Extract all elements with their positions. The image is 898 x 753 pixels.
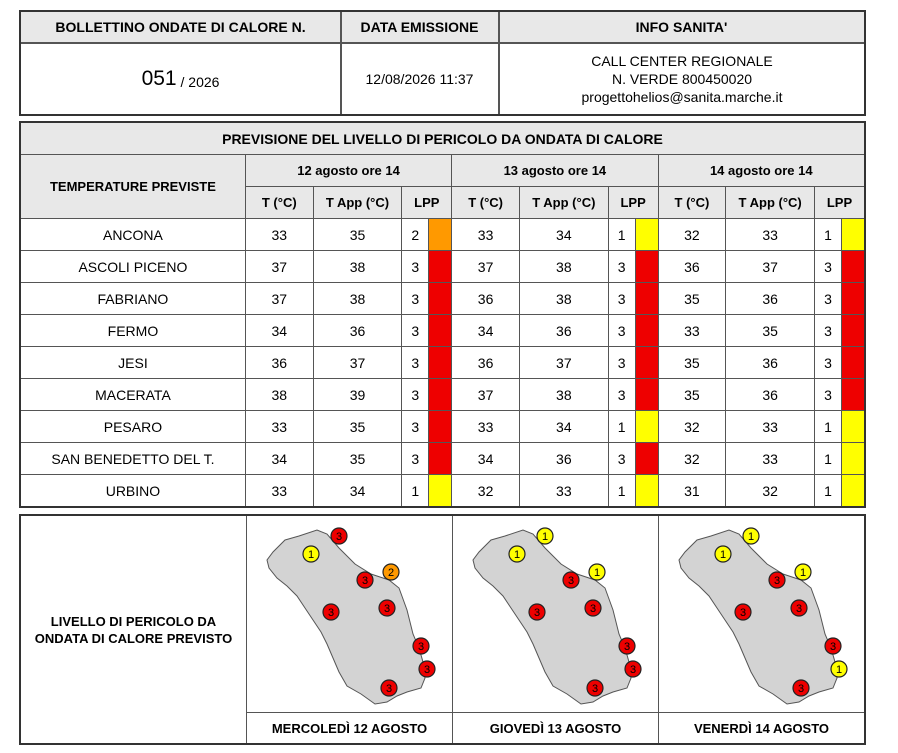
lpp-value: 3 xyxy=(815,379,842,411)
apparent-temperature: 32 xyxy=(726,475,815,508)
risk-marker-macerata xyxy=(585,600,601,616)
lpp-value: 3 xyxy=(815,283,842,315)
risk-marker-value: 3 xyxy=(383,603,391,615)
risk-marker-value: 2 xyxy=(387,567,395,579)
risk-marker-ascoli xyxy=(381,680,397,696)
apparent-temperature: 33 xyxy=(726,443,815,475)
apparent-temperature: 37 xyxy=(313,347,402,379)
risk-marker-fabriano xyxy=(735,604,751,620)
lpp-swatch xyxy=(429,347,452,379)
lpp-value: 3 xyxy=(402,315,429,347)
map-legend-line1: LIVELLO DI PERICOLO DA xyxy=(50,613,217,629)
temperature: 34 xyxy=(452,443,520,475)
lpp-swatch xyxy=(841,219,865,251)
lpp-value: 3 xyxy=(608,443,635,475)
apparent-temperature: 36 xyxy=(726,379,815,411)
table-row xyxy=(20,347,865,379)
col-lpp: LPP xyxy=(608,187,658,219)
apparent-temperature: 37 xyxy=(519,347,608,379)
lpp-swatch xyxy=(841,283,865,315)
city-name: ASCOLI PICENO xyxy=(20,251,245,283)
day-header-1: 12 agosto ore 14 xyxy=(245,155,451,187)
lpp-swatch xyxy=(635,379,658,411)
forecast-table xyxy=(19,121,866,508)
lpp-value: 3 xyxy=(815,315,842,347)
risk-marker-value: 3 xyxy=(797,683,805,695)
lpp-value: 1 xyxy=(402,475,429,508)
apparent-temperature: 38 xyxy=(313,283,402,315)
apparent-temperature: 36 xyxy=(519,315,608,347)
temperature: 36 xyxy=(245,347,313,379)
risk-marker-ancona xyxy=(589,564,605,580)
apparent-temperature: 38 xyxy=(519,251,608,283)
day-header-2: 13 agosto ore 14 xyxy=(452,155,658,187)
temperature: 33 xyxy=(245,411,313,443)
lpp-value: 3 xyxy=(402,379,429,411)
col-t: T (°C) xyxy=(452,187,520,219)
lpp-swatch xyxy=(635,475,658,508)
risk-marker-sanbenedetto xyxy=(831,661,847,677)
risk-marker-macerata xyxy=(379,600,395,616)
lpp-swatch xyxy=(841,347,865,379)
temperature: 33 xyxy=(452,411,520,443)
risk-marker-value: 3 xyxy=(327,607,335,619)
call-center-label: CALL CENTER REGIONALE xyxy=(591,53,773,69)
table-row xyxy=(20,443,865,475)
risk-marker-value: 3 xyxy=(629,664,637,676)
region-outline xyxy=(679,530,837,704)
risk-marker-ancona xyxy=(795,564,811,580)
temperature: 33 xyxy=(245,219,313,251)
temperature: 32 xyxy=(658,443,726,475)
temperature: 35 xyxy=(658,283,726,315)
lpp-value: 3 xyxy=(815,251,842,283)
region-outline xyxy=(267,530,425,704)
risk-marker-value: 3 xyxy=(623,641,631,653)
map-day-label: VENERDÌ 14 AGOSTO xyxy=(693,720,830,736)
lpp-value: 1 xyxy=(815,475,842,508)
lpp-value: 1 xyxy=(608,219,635,251)
city-name: MACERATA xyxy=(20,379,245,411)
apparent-temperature: 38 xyxy=(519,379,608,411)
temperature: 34 xyxy=(245,443,313,475)
bulletin-number-value: 051 xyxy=(141,67,177,90)
risk-marker-sanbenedetto xyxy=(419,661,435,677)
table-row xyxy=(20,411,865,443)
apparent-temperature: 34 xyxy=(519,219,608,251)
temperature: 37 xyxy=(245,251,313,283)
temperature: 32 xyxy=(658,219,726,251)
health-info xyxy=(500,44,864,114)
risk-marker-fermo xyxy=(825,638,841,654)
risk-marker-fermo xyxy=(619,638,635,654)
lpp-value: 3 xyxy=(402,283,429,315)
forecast-title: PREVISIONE DEL LIVELLO DI PERICOLO DA ONDATA DI CALORE xyxy=(20,122,865,155)
col-t: T (°C) xyxy=(658,187,726,219)
risk-marker-value: 1 xyxy=(835,664,843,676)
region-map xyxy=(659,516,864,712)
city-name: FERMO xyxy=(20,315,245,347)
region-map xyxy=(247,516,452,712)
risk-marker-value: 3 xyxy=(589,603,597,615)
marche-map xyxy=(247,516,452,712)
risk-marker-sanbenedetto xyxy=(625,661,641,677)
table-row xyxy=(20,379,865,411)
lpp-value: 3 xyxy=(608,283,635,315)
map-day-label: MERCOLEDÌ 12 AGOSTO xyxy=(271,720,428,736)
lpp-swatch xyxy=(429,475,452,508)
risk-marker-jesi xyxy=(769,572,785,588)
apparent-temperature: 39 xyxy=(313,379,402,411)
apparent-temperature: 33 xyxy=(726,219,815,251)
lpp-value: 1 xyxy=(815,219,842,251)
map-day-label: GIOVEDÌ 13 AGOSTO xyxy=(489,720,622,736)
temperature: 34 xyxy=(245,315,313,347)
lpp-value: 3 xyxy=(402,411,429,443)
table-row xyxy=(20,475,865,508)
lpp-value: 1 xyxy=(608,411,635,443)
lpp-swatch xyxy=(841,411,865,443)
temperature: 32 xyxy=(658,411,726,443)
lpp-swatch xyxy=(841,443,865,475)
temperature: 37 xyxy=(452,251,520,283)
risk-marker-jesi xyxy=(563,572,579,588)
issue-date-title: DATA EMISSIONE xyxy=(341,12,498,42)
risk-marker-fermo xyxy=(413,638,429,654)
city-name: URBINO xyxy=(20,475,245,508)
temperature-header: TEMPERATURE PREVISTE xyxy=(20,155,245,219)
apparent-temperature: 33 xyxy=(726,411,815,443)
temperature: 36 xyxy=(452,347,520,379)
temperature: 36 xyxy=(452,283,520,315)
lpp-value: 1 xyxy=(608,475,635,508)
lpp-value: 3 xyxy=(402,347,429,379)
risk-marker-value: 3 xyxy=(533,607,541,619)
lpp-swatch xyxy=(429,411,452,443)
city-name: SAN BENEDETTO DEL T. xyxy=(20,443,245,475)
lpp-swatch xyxy=(841,251,865,283)
lpp-value: 1 xyxy=(815,443,842,475)
map-legend-line2: ONDATA DI CALORE PREVISTO xyxy=(34,630,233,646)
risk-marker-value: 3 xyxy=(591,683,599,695)
lpp-swatch xyxy=(841,379,865,411)
lpp-swatch xyxy=(635,219,658,251)
risk-marker-value: 1 xyxy=(541,531,549,543)
lpp-value: 3 xyxy=(608,379,635,411)
lpp-swatch xyxy=(429,219,452,251)
region-outline xyxy=(473,530,631,704)
risk-marker-value: 1 xyxy=(307,549,315,561)
lpp-swatch xyxy=(429,379,452,411)
risk-marker-fabriano xyxy=(323,604,339,620)
apparent-temperature: 38 xyxy=(313,251,402,283)
city-name: JESI xyxy=(20,347,245,379)
lpp-value: 3 xyxy=(608,251,635,283)
risk-marker-value: 3 xyxy=(739,607,747,619)
lpp-value: 3 xyxy=(815,347,842,379)
risk-marker-value: 3 xyxy=(385,683,393,695)
temperature: 37 xyxy=(452,379,520,411)
lpp-value: 3 xyxy=(608,315,635,347)
issue-date: 12/08/2026 11:37 xyxy=(365,71,474,87)
risk-marker-value: 3 xyxy=(423,664,431,676)
apparent-temperature: 34 xyxy=(313,475,402,508)
risk-marker-pesaro xyxy=(331,528,347,544)
risk-marker-value: 3 xyxy=(417,641,425,653)
risk-marker-value: 1 xyxy=(513,549,521,561)
contact-email[interactable]: progettohelios@sanita.marche.it xyxy=(581,89,783,105)
map-legend-label xyxy=(21,516,246,743)
lpp-swatch xyxy=(429,443,452,475)
lpp-value: 3 xyxy=(402,443,429,475)
apparent-temperature: 33 xyxy=(519,475,608,508)
lpp-swatch xyxy=(429,315,452,347)
lpp-swatch xyxy=(429,283,452,315)
risk-marker-ascoli xyxy=(793,680,809,696)
lpp-swatch xyxy=(635,251,658,283)
lpp-value: 1 xyxy=(815,411,842,443)
risk-marker-pesaro xyxy=(537,528,553,544)
risk-marker-value: 3 xyxy=(567,575,575,587)
risk-marker-fabriano xyxy=(529,604,545,620)
table-row xyxy=(20,251,865,283)
lpp-value: 2 xyxy=(402,219,429,251)
risk-marker-urbino xyxy=(509,546,525,562)
apparent-temperature: 38 xyxy=(519,283,608,315)
apparent-temperature: 35 xyxy=(313,219,402,251)
toll-free-number: N. VERDE 800450020 xyxy=(611,71,753,87)
temperature: 33 xyxy=(245,475,313,508)
temperature: 32 xyxy=(452,475,520,508)
risk-marker-macerata xyxy=(791,600,807,616)
apparent-temperature: 34 xyxy=(519,411,608,443)
bulletin-number xyxy=(21,44,340,114)
lpp-swatch xyxy=(635,443,658,475)
risk-marker-value: 3 xyxy=(795,603,803,615)
col-tapp: T App (°C) xyxy=(519,187,608,219)
risk-marker-ancona xyxy=(383,564,399,580)
temperature: 31 xyxy=(658,475,726,508)
apparent-temperature: 36 xyxy=(313,315,402,347)
temperature: 35 xyxy=(658,347,726,379)
lpp-swatch xyxy=(841,315,865,347)
city-name: ANCONA xyxy=(20,219,245,251)
apparent-temperature: 36 xyxy=(726,347,815,379)
lpp-swatch xyxy=(429,251,452,283)
temperature: 34 xyxy=(452,315,520,347)
table-row xyxy=(20,283,865,315)
city-name: PESARO xyxy=(20,411,245,443)
lpp-swatch xyxy=(635,347,658,379)
apparent-temperature: 35 xyxy=(726,315,815,347)
risk-marker-value: 3 xyxy=(335,531,343,543)
temperature: 37 xyxy=(245,283,313,315)
apparent-temperature: 37 xyxy=(726,251,815,283)
risk-marker-value: 1 xyxy=(799,567,807,579)
apparent-temperature: 35 xyxy=(313,411,402,443)
temperature: 33 xyxy=(452,219,520,251)
temperature: 33 xyxy=(658,315,726,347)
risk-marker-value: 3 xyxy=(773,575,781,587)
col-lpp: LPP xyxy=(402,187,452,219)
col-lpp: LPP xyxy=(815,187,866,219)
col-tapp: T App (°C) xyxy=(726,187,815,219)
lpp-value: 3 xyxy=(608,347,635,379)
lpp-swatch xyxy=(635,315,658,347)
bulletin-number-title: BOLLETTINO ONDATE DI CALORE N. xyxy=(21,12,340,42)
health-info-title: INFO SANITA' xyxy=(499,12,864,42)
temperature: 35 xyxy=(658,379,726,411)
bulletin-year: / 2026 xyxy=(180,74,220,90)
region-map xyxy=(453,516,658,712)
risk-marker-value: 1 xyxy=(747,531,755,543)
marche-map xyxy=(659,516,864,712)
col-t: T (°C) xyxy=(245,187,313,219)
table-row xyxy=(20,315,865,347)
day-header-3: 14 agosto ore 14 xyxy=(658,155,865,187)
marche-map xyxy=(453,516,658,712)
risk-marker-value: 1 xyxy=(593,567,601,579)
risk-marker-jesi xyxy=(357,572,373,588)
risk-marker-ascoli xyxy=(587,680,603,696)
apparent-temperature: 36 xyxy=(519,443,608,475)
risk-marker-value: 3 xyxy=(361,575,369,587)
risk-marker-value: 1 xyxy=(719,549,727,561)
lpp-swatch xyxy=(635,283,658,315)
risk-marker-urbino xyxy=(303,546,319,562)
apparent-temperature: 36 xyxy=(726,283,815,315)
risk-marker-pesaro xyxy=(743,528,759,544)
temperature: 38 xyxy=(245,379,313,411)
temperature: 36 xyxy=(658,251,726,283)
city-name: FABRIANO xyxy=(20,283,245,315)
risk-marker-urbino xyxy=(715,546,731,562)
risk-marker-value: 3 xyxy=(829,641,837,653)
lpp-value: 3 xyxy=(402,251,429,283)
apparent-temperature: 35 xyxy=(313,443,402,475)
lpp-swatch xyxy=(635,411,658,443)
col-tapp: T App (°C) xyxy=(313,187,402,219)
table-row xyxy=(20,219,865,251)
lpp-swatch xyxy=(841,475,865,508)
